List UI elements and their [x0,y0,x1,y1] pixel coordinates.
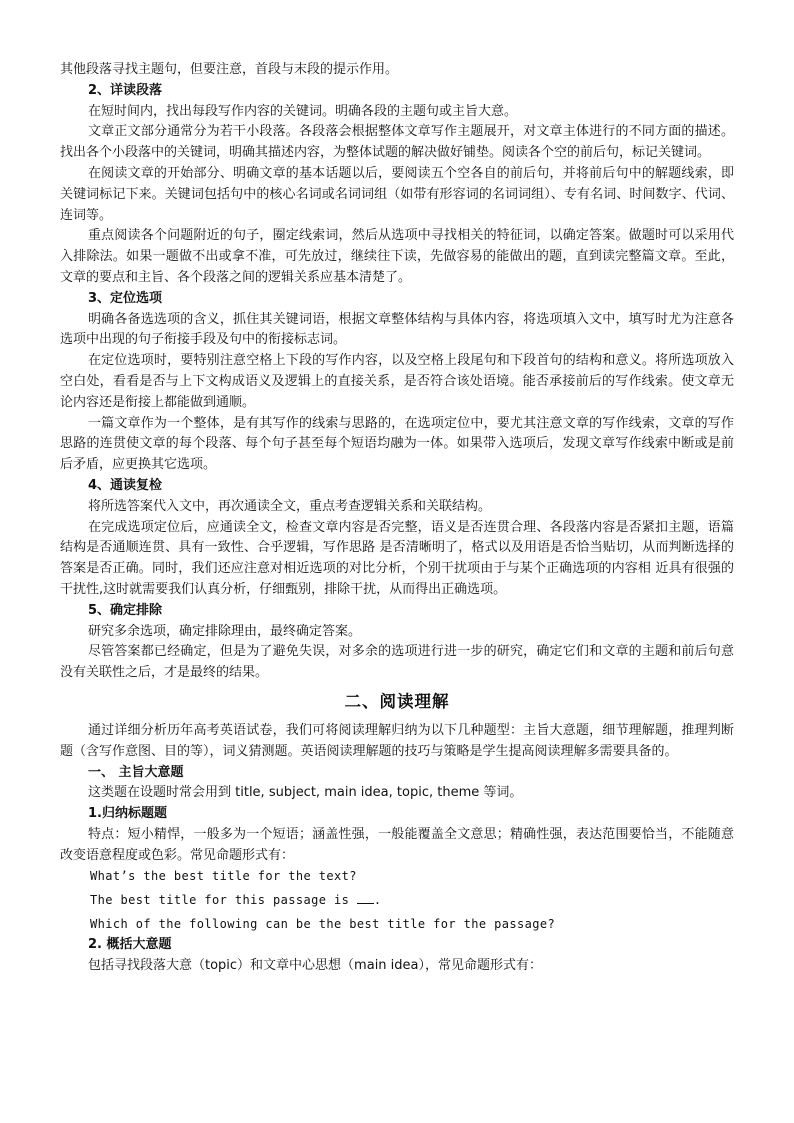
paragraph: 一篇文章作为一个整体，是有其写作的线索与思路的，在选项定位中，要尤其注意文章的写作线索，文章的写作思路的连贯使文章的每个段落、每个句子甚至每个短语均融为一体。如果带入选项后，发现文章写作线索中断或是前后矛盾，应更换其它选项。 [60,415,734,473]
paragraph: 文章正文部分通常分为若干小段落。各段落会根据整体文章写作主题展开，对文章主体进行的不同方面的描述。找出各个小段落中的关键词，明确其描述内容，为整体试题的解决做好铺垫。阅读各个空的前后句，标记关键词。 [60,124,734,161]
paragraph: 在定位选项时，要特别注意空格上下段的写作内容，以及空格上段尾句和下段首句的结构和意义。将所选项放入空白处，看看是否与上下文构成语义及逻辑上的直接关系，是否符合该处语境。能否承接前后的写作线索。使文章无论内容还是衔接上都能做到通顺。 [60,353,734,410]
example-question-text: The best title for this passage is [90,893,350,908]
example-question: Which of the following can be the best title for the passage? [90,917,556,932]
paragraph: 包括寻找段落大意（topic）和文章中心思想（main idea），常见命题形式有： [88,957,543,973]
paragraph: 特点：短小精悍，一般多为一个短语；涵盖性强，一般能覆盖全文意思；精确性强，表达范围要恰当，不能随意改变语意程度或色彩。常见命题形式有： [60,826,734,863]
heading-confirm-exclude: 5、确定排除 [88,602,163,618]
paragraph: 尽管答案都已经确定，但是为了避免失误，对多余的选项进行进一步的研究，确定它们和文章的主题和前后句意没有关联性之后，才是最终的结果。 [60,644,734,681]
paragraph: 在短时间内，找出每段写作内容的关键词。明确各段的主题句或主旨大意。 [88,103,518,119]
example-question [60,890,734,911]
heading-reread-check: 4、通读复检 [88,477,163,493]
paragraph: 将所选答案代入文中，再次通读全文，重点考查逻辑关系和关联结构。 [88,498,492,514]
heading-title-questions: 1.归纳标题题 [88,806,167,822]
heading-locate-options: 3、定位选项 [88,290,163,306]
section-title-reading-comprehension: 二、阅读理解 [344,691,450,711]
heading-main-idea-questions: 一、 主旨大意题 [88,764,184,780]
reading-intro-paragraph: 通过详细分析历年高考英语试卷，我们可将阅读理解归纳为以下几种题型：主旨大意题，细节理解题，推理判断题（含写作意图、目的等），词义猜测题。英语阅读理解题的技巧与策略是学生提高阅读理解多需要具备的。 [60,722,734,759]
paragraph: 这类题在设题时常会用到 title, subject, main idea, topic, theme 等词。 [88,785,523,801]
heading-detailed-reading: 2、详读段落 [88,82,163,98]
intro-tail-paragraph: 其他段落寻找主题句，但要注意，首段与末段的提示作用。 [60,62,399,77]
paragraph: 重点阅读各个问题附近的句子，圈定线索词，然后从选项中寻找相关的特征词，以确定答案。做题时可以采用代入排除法。如果一题做不出或拿不准，可先放过，继续往下读，先做容易的能做出的题，直到读完整篇文章。至此，文章的要点和主旨、各个段落之间的逻辑关系应基本清楚了。 [60,228,734,285]
answer-blank [357,893,374,904]
paragraph: 研究多余选项，确定排除理由，最终确定答案。 [88,623,362,639]
paragraph: 在阅读文章的开始部分、明确文章的基本话题以后，要阅读五个空各自的前后句，并将前后句中的解题线索，即关键词标记下来。关键词包括句中的核心名词或名词词组（如带有形容词的名词词组）、专有名词、时间数字、代词、连词等。 [60,165,734,223]
paragraph: 在完成选项定位后，应通读全文，检查文章内容是否完整，语义是否连贯合理、各段落内容是否紧扣主题，语篇结构是否通顺连贯、具有一致性、合乎逻辑，写作思路 是否清晰明了，格式以及用语是否恰当贴切，从而判断选择的答案是否正确。同时，我们还应注意对相近选项的对比分析，个别干扰项由于与某个正确选项的内容相 近具有很强的干扰性,这时就需要我们认真分析，仔细甄别，排除干扰，从而得出正确选项。 [60,519,734,597]
example-question-end: . [373,893,382,908]
heading-summary-questions: 2. 概括大意题 [88,936,172,952]
document-page [60,60,734,976]
paragraph: 明确各备选选项的含义，抓住其关键词语，根据文章整体结构与具体内容，将选项填入文中，填写时尤为注意各选项中出现的句子衔接手段及句中的衔接标志词。 [60,311,734,348]
example-question: What’s the best title for the text? [90,869,357,884]
